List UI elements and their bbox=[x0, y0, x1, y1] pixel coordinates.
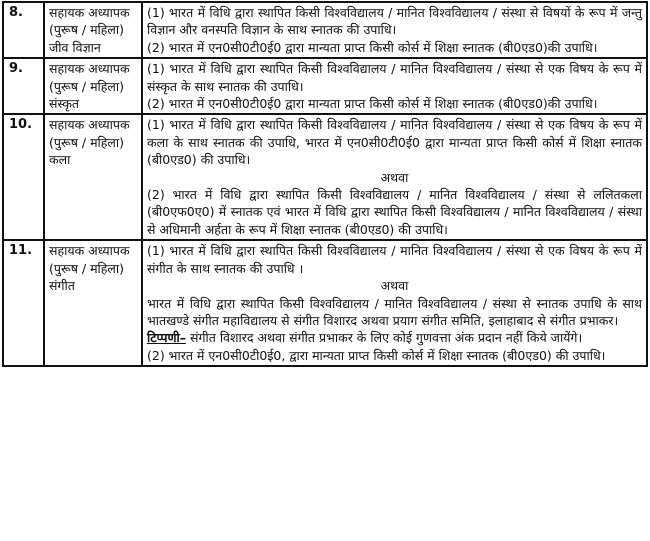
post-gender: (पुरूष / महिला) bbox=[49, 260, 125, 276]
post-gender: (पुरूष / महिला) bbox=[49, 134, 125, 150]
qualification-1: (1) भारत में विधि द्वारा स्थापित किसी विश्वविद्यालय / मानित विश्वविद्यालय / संस्था से एक विषय के रूप में संस्कृत के साथ स्नातक की उपाधि। bbox=[147, 61, 642, 94]
note-text: संगीत विशारद अथवा संगीत प्रभाकर के लिए कोई गुणवत्ता अंक प्रदान नहीं किये जायेंगे। bbox=[186, 330, 583, 346]
note bbox=[147, 329, 642, 346]
qualification-1: (1) भारत में विधि द्वारा स्थापित किसी विश्वविद्यालय / मानित विश्वविद्यालय / संस्था से एक विषय के रूप में कला के साथ स्नातक की उपाधि, भारत में एन0सी0टी0ई0 द्वारा मान्यता प्राप्त किसी कोर्स में शिक्षा स्नातक (बी0एड0) की उपाधि। bbox=[147, 117, 642, 168]
table-row bbox=[3, 114, 647, 240]
qualification-2: (2) भारत में एन0सी0टी0ई0 द्वारा मान्यता प्राप्त किसी कोर्स में शिक्षा स्नातक (बी0एड0)की उपाधि। bbox=[147, 96, 598, 112]
qualification-cell bbox=[142, 2, 647, 58]
table-row bbox=[3, 240, 647, 366]
post-cell bbox=[44, 2, 142, 58]
qualification-1: (1) भारत में विधि द्वारा स्थापित किसी विश्वविद्यालय / मानित विश्वविद्यालय / संस्था से विषयों के रूप में जन्तु विज्ञान और वनस्पति विज्ञान के साथ स्नातक की उपाधि। bbox=[147, 5, 642, 38]
qualification-table bbox=[2, 1, 648, 367]
qualification-cell bbox=[142, 240, 647, 366]
qualification-cell bbox=[142, 58, 647, 114]
post-subject: जीव विज्ञान bbox=[49, 39, 101, 55]
qualification-alternate: भारत में विधि द्वारा स्थापित किसी विश्वविद्यालय / मानित विश्वविद्यालय / संस्था से स्नातक उपाधि के साथ भातखण्डे संगीत महाविद्यालय से संगीत विशारद अथवा प्रयाग संगीत समिति, इलाहाबाद से संगीत प्रभाकर। bbox=[147, 295, 642, 328]
table-row bbox=[3, 58, 647, 114]
qualification-1: (1) भारत में विधि द्वारा स्थापित किसी विश्वविद्यालय / मानित विश्वविद्यालय / संस्था से एक विषय के रूप में संगीत के साथ स्नातक की उपाधि । bbox=[147, 243, 642, 276]
post-subject: कला bbox=[49, 152, 71, 168]
qualification-2: (2) भारत में एन0सी0टी0ई0, द्वारा मान्यता प्राप्त किसी कोर्स में शिक्षा स्नातक (बी0एड0) की उपाधि। bbox=[147, 347, 606, 363]
post-title: सहायक अध्यापक bbox=[49, 243, 130, 259]
qualification-2: (2) भारत में एन0सी0टी0ई0 द्वारा मान्यता प्राप्त किसी कोर्स में शिक्षा स्नातक (बी0एड0)की उपाधि। bbox=[147, 39, 598, 55]
qualification-cell bbox=[142, 114, 647, 240]
post-cell bbox=[44, 58, 142, 114]
or-separator: अथवा bbox=[380, 169, 409, 185]
row-number: 9. bbox=[3, 58, 44, 114]
note-title: टिप्पणी– bbox=[147, 330, 187, 346]
post-gender: (पुरूष / महिला) bbox=[49, 78, 125, 94]
post-subject: संगीत bbox=[49, 278, 75, 294]
post-title: सहायक अध्यापक bbox=[49, 5, 130, 20]
post-cell bbox=[44, 240, 142, 366]
row-number: 11. bbox=[3, 240, 44, 366]
table-row bbox=[3, 2, 647, 58]
row-number: 8. bbox=[3, 2, 44, 58]
qualification-2: (2) भारत में विधि द्वारा स्थापित किसी विश्वविद्यालय / मानित विश्वविद्यालय / संस्था से ललितकला (बी0एफ0ए0) में स्नातक एवं भारत में विधि द्वारा स्थापित किसी विश्वविद्यालय / मानित विश्वविद्यालय / संस्था से अधिमानी अर्हता के रूप में शिक्षा स्नातक (बी0एड0) की उपाधि। bbox=[147, 187, 642, 237]
post-subject: संस्कृत bbox=[49, 96, 80, 112]
post-title: सहायक अध्यापक bbox=[49, 117, 130, 133]
post-cell bbox=[44, 114, 142, 240]
row-number: 10. bbox=[3, 114, 44, 240]
or-separator: अथवा bbox=[380, 278, 409, 294]
post-gender: (पुरूष / महिला) bbox=[49, 22, 125, 38]
post-title: सहायक अध्यापक bbox=[49, 61, 130, 77]
